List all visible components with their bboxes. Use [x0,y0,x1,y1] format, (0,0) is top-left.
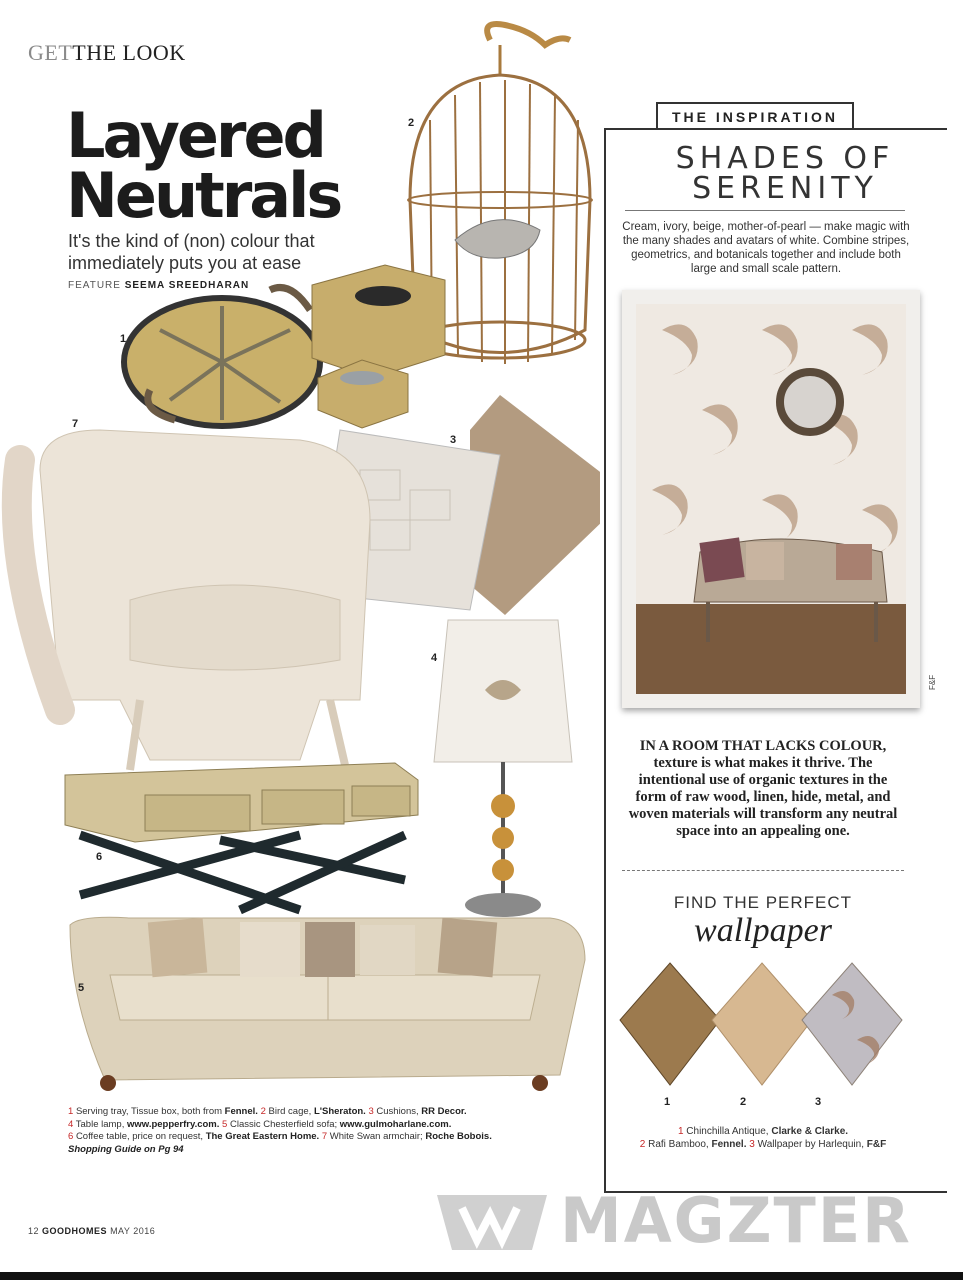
feature-dek: It's the kind of (non) colour that immediately puts you at ease [68,231,315,273]
issue-date: MAY 2016 [110,1226,156,1236]
caption-7: 7 White Swan armchair; Roche Bobois. [321,1131,492,1142]
pull-quote: IN A ROOM THAT LACKS COLOUR, texture is what makes it thrive. The intentional use of organic textures in the form of raw wood, linen, hide, metal, and woven materials will transform any neutral space into an appealing one. [628,738,898,839]
headline-line-2: Neutrals [66,159,341,232]
magzter-watermark: MAGZTER [560,1184,912,1257]
product-number-3: 3 [450,434,457,446]
inspiration-title [620,141,950,206]
product-number-5: 5 [78,982,85,994]
table-lamp-image [434,620,572,917]
armchair-image [17,430,370,770]
magazine-name: GOODHOMES [42,1226,108,1236]
caption-2: 2 Bird cage, L'Sheraton. [260,1106,366,1117]
wallpaper-title: wallpaper [694,912,832,949]
dotted-divider [622,870,904,871]
product-number-7: 7 [72,418,79,430]
swatch-3 [802,963,902,1085]
find-label: FIND THE PERFECT [673,893,853,912]
coffee-table-image [65,763,418,910]
product-captions [68,1106,528,1156]
chesterfield-sofa-image [70,917,585,1091]
swatch-number-1: 1 [664,1096,671,1108]
byline-label: FEATURE [68,280,121,291]
inspiration-rule [625,210,905,211]
caption-1: 1 Serving tray, Tissue box, both from Fennel. [68,1106,258,1117]
wp-caption-3: 3 Wallpaper by Harlequin, F&F [749,1139,887,1150]
magzter-logo-icon [432,1190,552,1254]
wp-caption-1: 1 Chinchilla Antique, Clarke & Clarke. [677,1126,849,1137]
inspiration-room-photo [622,290,920,708]
wallpaper-captions [622,1125,904,1151]
page-footer [28,1226,155,1236]
inspiration-text: Cream, ivory, beige, mother-of-pearl — make magic with the many shades and avatars of white. Combine stripes, geometrics, and botanicals together and include both large and small scale pattern. [622,221,910,275]
tissue-box-image [312,265,445,428]
headline-line-1: Layered [66,99,324,172]
caption-3: 3 Cushions, RR Decor. [368,1106,467,1117]
product-number-4: 4 [431,652,438,664]
wallpaper-swatches [612,955,912,1095]
inspiration-tab: THE INSPIRATION [656,102,854,128]
product-number-1: 1 [120,333,127,345]
product-number-6: 6 [96,851,103,863]
product-number-2: 2 [408,117,415,129]
swatch-number-3: 3 [815,1096,822,1108]
page-number: 12 [28,1226,40,1236]
bottom-bar [0,1272,963,1280]
section-label-main: THE LOOK [72,40,186,65]
inspiration-title-line-1: SHADES OF [675,141,895,176]
section-label-get: GET [28,40,73,65]
photo-credit: F&F [928,674,937,690]
caption-6: 6 Coffee table, price on request, The Great Eastern Home. [68,1131,320,1142]
swatch-2 [712,963,812,1085]
wp-caption-2: 2 Rafi Bamboo, Fennel. [639,1139,747,1150]
shopping-guide-note: Shopping Guide on Pg 94 [68,1143,184,1155]
swatch-1 [620,963,720,1085]
inspiration-title-line-2: SERENITY [692,171,878,206]
swatch-number-2: 2 [740,1096,747,1108]
serving-tray-image [124,288,320,427]
caption-4: 4 Table lamp, www.pepperfry.com. [68,1118,220,1130]
byline-author: SEEMA SREEDHARAN [124,280,250,291]
inspiration-photo-frame [622,290,920,708]
caption-5: 5 Classic Chesterfield sofa; www.gulmoharlane.com. [222,1118,452,1130]
